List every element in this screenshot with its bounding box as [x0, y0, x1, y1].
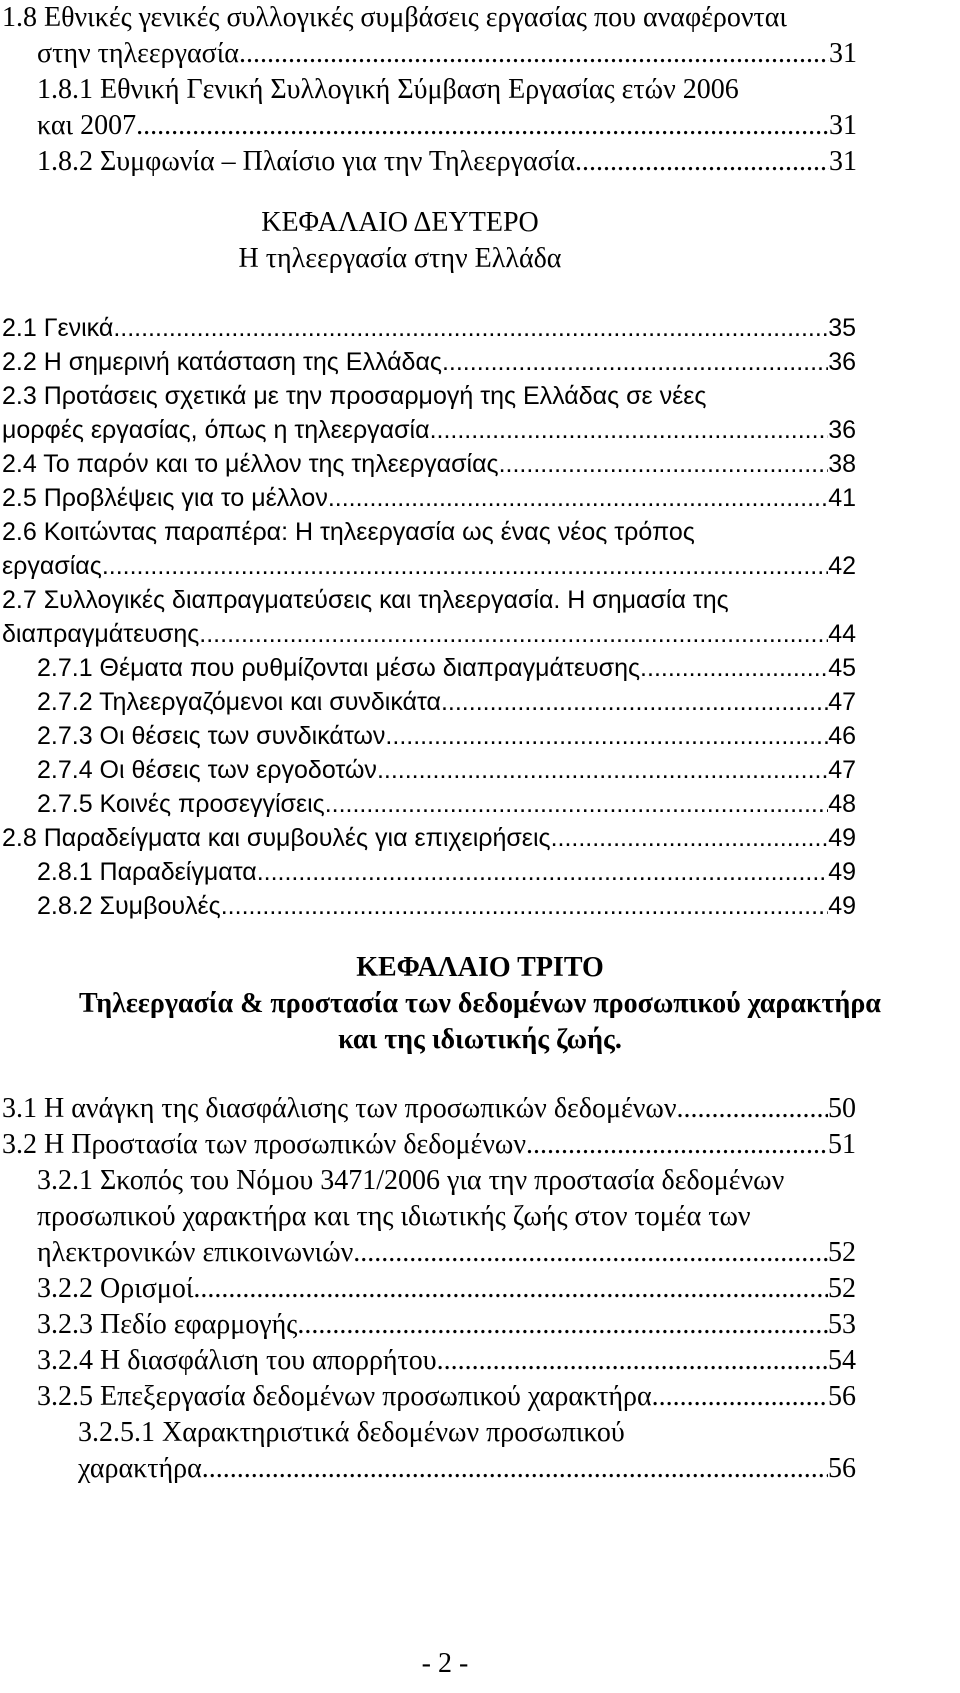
- leader-dots: [526, 1126, 828, 1164]
- toc-entry-text: 2.2 Η σημερινή κατάσταση της Ελλάδας: [2, 348, 442, 376]
- toc-1-8-1-line2[interactable]: [37, 107, 857, 145]
- page-number: 52: [828, 1273, 856, 1304]
- toc-entry-text: ηλεκτρονικών επικοινωνιών: [37, 1237, 354, 1268]
- leader-dots: [377, 751, 828, 789]
- leader-dots: [437, 1342, 828, 1380]
- page-number: 35: [828, 314, 856, 342]
- leader-dots: [257, 853, 829, 891]
- page-number: 31: [829, 146, 857, 177]
- toc-2-7-3[interactable]: [37, 717, 856, 755]
- leader-dots: [442, 343, 828, 381]
- page-number: 50: [828, 1093, 856, 1124]
- toc-2-7-line2[interactable]: [2, 615, 856, 653]
- page-number: 36: [828, 416, 856, 444]
- page-number: 41: [828, 484, 856, 512]
- toc-3-2[interactable]: [2, 1126, 856, 1164]
- page-number: 47: [828, 756, 856, 784]
- leader-dots: [385, 717, 828, 755]
- page-number: 47: [828, 688, 856, 716]
- leader-dots: [136, 107, 829, 145]
- chapter-3-heading: ΚΕΦΑΛΑΙΟ ΤΡΙΤΟ: [356, 952, 604, 983]
- page-number: 36: [828, 348, 856, 376]
- leader-dots: [353, 1234, 828, 1272]
- leader-dots: [677, 1090, 828, 1128]
- leader-dots: [239, 35, 829, 73]
- leader-dots: [113, 309, 828, 347]
- leader-dots: [297, 1306, 828, 1344]
- toc-entry-text: 2.8 Παραδείγματα και συμβουλές για επιχειρήσεις: [2, 824, 551, 852]
- page-number: 46: [828, 722, 856, 750]
- leader-dots: [551, 819, 829, 857]
- leader-dots: [652, 1378, 828, 1416]
- toc-3-2-1-line1: 3.2.1 Σκοπός του Νόμου 3471/2006 για την προστασία δεδομένων: [37, 1165, 785, 1196]
- toc-2-7-1[interactable]: [37, 649, 856, 687]
- page-number: 48: [828, 790, 856, 818]
- leader-dots: [193, 1270, 828, 1308]
- toc-entry-text: 2.7.4 Οι θέσεις των εργοδοτών: [37, 756, 377, 784]
- toc-3-2-5[interactable]: [37, 1378, 856, 1416]
- page-number: 56: [828, 1381, 856, 1412]
- toc-entry-text: 3.2.5 Επεξεργασία δεδομένων προσωπικού χαρακτήρα: [37, 1381, 652, 1412]
- toc-2-5[interactable]: [2, 479, 856, 517]
- page-number: 38: [828, 450, 856, 478]
- page-number: 54: [828, 1345, 856, 1376]
- leader-dots: [325, 785, 828, 823]
- chapter-3-subheading-line2: και της ιδιωτικής ζωής.: [338, 1024, 622, 1055]
- leader-dots: [102, 547, 828, 585]
- toc-2-3-line2[interactable]: [2, 411, 856, 449]
- toc-3-2-5-1-line1: 3.2.5.1 Χαρακτηριστικά δεδομένων προσωπικού: [78, 1417, 625, 1448]
- toc-1-8-2[interactable]: [37, 143, 857, 181]
- toc-2-8-1[interactable]: [37, 853, 856, 891]
- page-number: 45: [828, 654, 856, 682]
- toc-3-1[interactable]: [2, 1090, 856, 1128]
- toc-entry-text: 2.7.2 Τηλεεργαζόμενοι και συνδικάτα: [37, 688, 441, 716]
- page-number: 49: [828, 858, 856, 886]
- page-number: 31: [829, 110, 857, 141]
- toc-1-8-1-line1: 1.8.1 Εθνική Γενική Συλλογική Σύμβαση Εργασίας ετών 2006: [37, 74, 739, 105]
- page-number: 31: [829, 38, 857, 69]
- toc-3-2-1-line2: προσωπικού χαρακτήρα και της ιδιωτικής ζωής στον τομέα των: [37, 1201, 751, 1232]
- leader-dots: [441, 683, 828, 721]
- toc-entry-text: 2.5 Προβλέψεις για το μέλλον: [2, 484, 328, 512]
- toc-1-8-line2[interactable]: [37, 35, 857, 73]
- leader-dots: [328, 479, 828, 517]
- toc-entry-text: 2.7.5 Κοινές προσεγγίσεις: [37, 790, 325, 818]
- toc-entry-text: 2.4 Το παρόν και το μέλλον της τηλεεργασίας: [2, 450, 499, 478]
- toc-entry-text: 1.8.2 Συμφωνία – Πλαίσιο για την Τηλεεργασία: [37, 146, 575, 177]
- toc-entry-text: εργασίας: [2, 552, 102, 580]
- toc-2-4[interactable]: [2, 445, 856, 483]
- toc-entry-text: 2.8.1 Παραδείγματα: [37, 858, 257, 886]
- toc-3-2-2[interactable]: [37, 1270, 856, 1308]
- leader-dots: [430, 411, 829, 449]
- toc-3-2-1-line3[interactable]: [37, 1234, 856, 1272]
- toc-2-8[interactable]: [2, 819, 856, 857]
- toc-entry-text: μορφές εργασίας, όπως η τηλεεργασία: [2, 416, 430, 444]
- page-number: 44: [828, 620, 856, 648]
- page-number: 49: [828, 892, 856, 920]
- page-number: 56: [828, 1453, 856, 1484]
- toc-entry-text: στην τηλεεργασία: [37, 38, 239, 69]
- toc-2-3-line1: 2.3 Προτάσεις σχετικά με την προσαρμογή της Ελλάδας σε νέες: [2, 382, 707, 410]
- leader-dots: [640, 649, 828, 687]
- toc-entry-text: 3.1 Η ανάγκη της διασφάλισης των προσωπικών δεδομένων: [2, 1093, 677, 1124]
- toc-entry-text: 3.2.3 Πεδίο εφαρμογής: [37, 1309, 298, 1340]
- page-number: 52: [828, 1237, 856, 1268]
- toc-entry-text: 3.2.4 Η διασφάλιση του απορρήτου: [37, 1345, 437, 1376]
- toc-entry-text: διαπραγμάτευσης: [2, 620, 200, 648]
- leader-dots: [221, 887, 828, 925]
- toc-3-2-3[interactable]: [37, 1306, 856, 1344]
- toc-2-6-line1: 2.6 Κοιτώντας παραπέρα: Η τηλεεργασία ως ένας νέος τρόπος: [2, 518, 695, 546]
- toc-entry-text: και 2007: [37, 110, 137, 141]
- leader-dots: [202, 1450, 828, 1488]
- toc-3-2-5-1-line2[interactable]: [78, 1450, 856, 1488]
- chapter-3-subheading-line1: Τηλεεργασία & προστασία των δεδομένων προσωπικού χαρακτήρα: [79, 988, 881, 1019]
- toc-entry-text: 2.8.2 Συμβουλές: [37, 892, 221, 920]
- page-number: 49: [828, 824, 856, 852]
- toc-2-7-4[interactable]: [37, 751, 856, 789]
- leader-dots: [499, 445, 829, 483]
- leader-dots: [575, 143, 829, 181]
- page-number: 42: [828, 552, 856, 580]
- toc-entry-text: 2.1 Γενικά: [2, 314, 114, 342]
- page-number: 53: [828, 1309, 856, 1340]
- chapter-2-heading: ΚΕΦΑΛΑΙΟ ΔΕΥΤΕΡΟ: [261, 207, 539, 238]
- toc-entry-text: 3.2.2 Ορισμοί: [37, 1273, 194, 1304]
- toc-entry-text: χαρακτήρα: [78, 1453, 202, 1484]
- toc-entry-text: 3.2 Η Προστασία των προσωπικών δεδομένων: [2, 1129, 526, 1160]
- toc-2-7-2[interactable]: [37, 683, 856, 721]
- leader-dots: [199, 615, 828, 653]
- toc-entry-text: 2.7.3 Οι θέσεις των συνδικάτων: [37, 722, 386, 750]
- chapter-2-subheading: Η τηλεεργασία στην Ελλάδα: [238, 243, 562, 274]
- toc-2-1[interactable]: [2, 309, 856, 347]
- toc-2-6-line2[interactable]: [2, 547, 856, 585]
- page-number: 51: [828, 1129, 856, 1160]
- toc-2-8-2[interactable]: [37, 887, 856, 925]
- page-footer-number: - 2 -: [421, 1648, 469, 1679]
- toc-entry-text: 2.7.1 Θέματα που ρυθμίζονται μέσω διαπραγμάτευσης: [37, 654, 641, 682]
- toc-2-7-line1: 2.7 Συλλογικές διαπραγματεύσεις και τηλεεργασία. Η σημασία της: [2, 586, 729, 614]
- toc-1-8-line1: 1.8 Εθνικές γενικές συλλογικές συμβάσεις εργασίας που αναφέρονται: [2, 2, 787, 33]
- toc-2-2[interactable]: [2, 343, 856, 381]
- toc-3-2-4[interactable]: [37, 1342, 856, 1380]
- toc-2-7-5[interactable]: [37, 785, 856, 823]
